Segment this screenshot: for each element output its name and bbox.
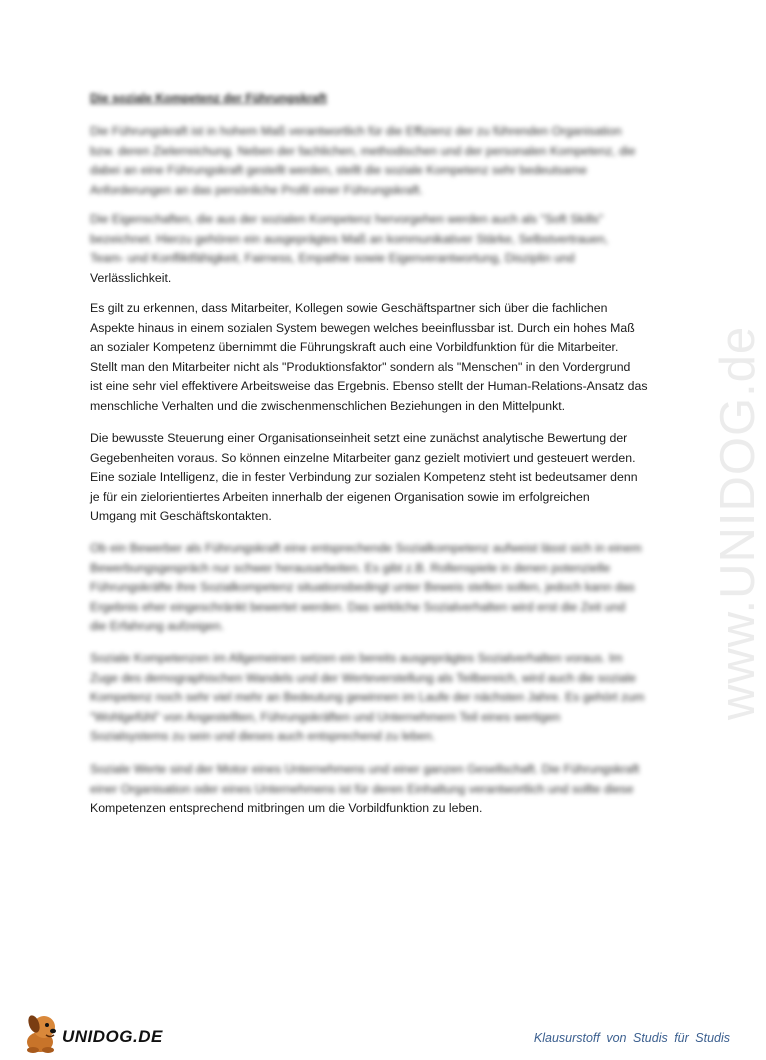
text-line: Sozialsystems zu sein und dieses auch entsprechend zu leben.	[90, 729, 436, 744]
paragraph	[90, 760, 660, 819]
text-line: Zuge des demographischen Wandels und der Werteverstellung als Teilbereich, wird auch die soziale	[90, 670, 636, 685]
text-line: ist eine sehr viel effektivere Arbeitsweise das Ergebnis. Ebenso stellt der Human-Relations-Ansatz das	[90, 379, 648, 394]
text-line: Kompetenzen entsprechend mitbringen um die Vorbildfunktion zu leben.	[90, 801, 483, 816]
text-line: Soziale Kompetenzen im Allgemeinen setzen ein bereits ausgeprägtes Sozialverhalten voraus. Im	[90, 651, 623, 665]
paragraph	[90, 210, 660, 288]
text-line: Soziale Werte sind der Motor eines Unternehmens und einer ganzen Gesellschaft. Die Führungskraft	[90, 762, 640, 776]
watermark-text: www.UNIDOG.de	[711, 325, 765, 720]
paragraph	[90, 122, 660, 200]
text-line: Bewerbungsgespräch nur schwer herausarbeiten. Es gibt z.B. Rollenspiele in denen potenzielle	[90, 560, 611, 575]
text-line: je für ein zielorientiertes Arbeiten innerhalb der eigenen Organisation sowie im erfolgreichen	[90, 489, 590, 504]
text-line: Eine soziale Intelligenz, die in fester Verbindung zur sozialen Kompetenz steht ist bedeutsamer denn	[90, 470, 638, 485]
document-title: Die soziale Kompetenz der Führungskraft	[90, 91, 327, 105]
text-line: dabei an eine Führungskraft gestellt werden, stellt die soziale Kompetenz sehr bedeutsame	[90, 163, 587, 178]
text-line: Gegebenheiten voraus. So können einzelne Mitarbeiter ganz gezielt motiviert und gesteuert werden.	[90, 450, 636, 465]
paragraph	[90, 539, 660, 637]
text-line: Anforderungen an das persönliche Profil einer Führungskraft.	[90, 182, 423, 197]
text-line: Es gilt zu erkennen, dass Mitarbeiter, Kollegen sowie Geschäftspartner sich über die fachlichen	[90, 301, 608, 315]
text-line: Ergebnis eher eingeschränkt bewertet werden. Das wirkliche Sozialverhalten wird erst die Zeit und	[90, 599, 626, 614]
text-line: an sozialer Kompetenz übernimmt die Führungskraft auch eine Vorbildfunktion für die Mitarbeiter.	[90, 340, 619, 355]
logo-text: UNIDOG.DE	[62, 1027, 163, 1046]
text-line: einer Organisation oder eines Unternehmens ist für deren Einhaltung verantwortlich und sollte diese	[90, 781, 634, 796]
text-line: "Wohlgefühl" von Angestellten, Führungskräften und Unternehmern Teil eines wertigen	[90, 709, 561, 724]
text-line: die Erfahrung aufzeigen.	[90, 619, 224, 634]
unidog-logo[interactable]	[22, 1010, 172, 1054]
text-line: bzw. deren Zielerreichung. Neben der fachlichen, methodischen und der personalen Kompetenz, die	[90, 143, 636, 158]
text-line: Stellt man den Mitarbeiter nicht als "Produktionsfaktor" sondern als "Menschen" in den Vordergrund	[90, 359, 631, 374]
text-line: menschliche Verhalten und die zwischenmenschlichen Beziehungen in den Mittelpunkt.	[90, 398, 566, 413]
text-line: Umgang mit Geschäftskontakten.	[90, 509, 272, 524]
text-line: Verlässlichkeit.	[90, 270, 172, 285]
text-line: Die Eigenschaften, die aus der sozialen Kompetenz hervorgehen werden auch als "Soft Skills"	[90, 212, 604, 226]
text-line: Führungskräfte ihre Sozialkompetenz situationsbedingt unter Beweis stellen sollen, jedoch kann das	[90, 580, 635, 595]
footer-tagline: Klausurstoff von Studis für Studis	[533, 1031, 730, 1045]
text-line: Die bewusste Steuerung einer Organisationseinheit setzt eine zunächst analytische Bewertung der	[90, 431, 628, 445]
paragraph	[90, 649, 660, 747]
text-line: bezeichnet. Hierzu gehören ein ausgeprägtes Maß an kommunikativer Stärke, Selbstvertrauen,	[90, 231, 609, 246]
text-line: Die Führungskraft ist in hohem Maß verantwortlich für die Effizienz der zu führenden Organisation	[90, 124, 622, 138]
text-line: Ob ein Bewerber als Führungskraft eine entsprechende Sozialkompetenz aufweist lässt sich in einem	[90, 541, 642, 555]
text-line: Team- und Konfliktfähigkeit, Fairness, Empathie sowie Eigenverantwortung, Disziplin und	[90, 251, 575, 266]
paragraph	[90, 429, 660, 527]
dog-mascot-icon	[22, 1010, 62, 1054]
text-line: Kompetenz noch sehr viel mehr an Bedeutung gewinnen im Laufe der nächsten Jahre. Es gehört zum	[90, 690, 645, 705]
text-line: Aspekte hinaus in einem sozialen System bewegen welches beeinflussbar ist. Durch ein hohes Maß	[90, 320, 635, 335]
paragraph	[90, 299, 660, 417]
